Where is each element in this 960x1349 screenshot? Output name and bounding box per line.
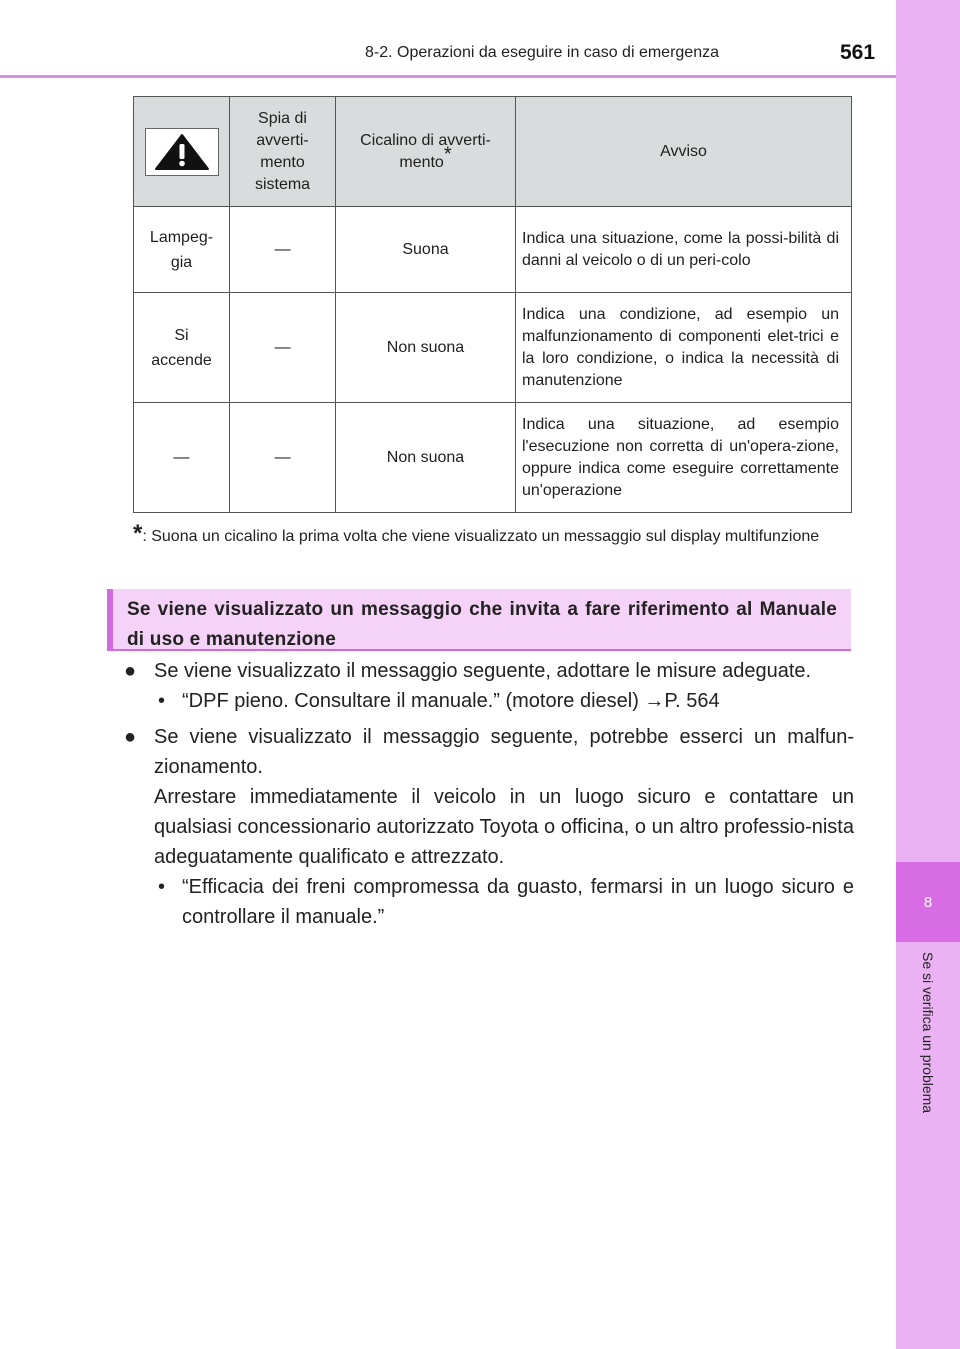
section-heading-banner: Se viene visualizzato un messaggio che invita a fare riferimento al Manuale di uso e manutenzione [107,589,851,651]
table-cell-buzzer: Non suona [336,403,516,513]
chapter-title-vertical: Se si verifica un problema [920,952,936,1114]
bullet-icon: ● [124,660,137,682]
sub-bullet-icon: • [158,876,166,898]
footnote-asterisk: * [133,520,143,547]
table-cell-light: Si accende [134,293,230,403]
sub-bullet-icon: • [158,690,166,712]
chapter-number: 8 [896,862,960,942]
table-cell-light: Lampeg-gia [134,207,230,293]
chapter-side-tab [896,0,960,1349]
table-cell-light: — [134,403,230,513]
footnote-text: : Suona un cicalino la prima volta che viene visualizzato un messaggio sul display multifunzione [142,528,820,545]
footnote-marker: * [443,143,452,166]
table-header-buzzer: Cicalino di avverti-mento* [336,97,516,207]
table-cell-indicator: — [230,293,336,403]
page-number: 561 [840,41,876,64]
body-text [124,656,854,938]
table-row [134,207,852,293]
table-cell-description: Indica una situazione, ad esempio l'esecuzione non corretta di un'opera-zione, oppure indica come eseguire correttamente un'operazione [516,403,852,513]
table-footnote [133,522,849,549]
table-cell-indicator: — [230,207,336,293]
table-cell-indicator: — [230,403,336,513]
table-header-icon-cell [134,97,230,207]
table-cell-buzzer: Non suona [336,293,516,403]
section-header-title: 8-2. Operazioni da eseguire in caso di emergenza [365,44,719,61]
table-header-notice: Avviso [516,97,852,207]
table-header-system-light: Spia di avverti-mento sistema [230,97,336,207]
table-row [134,403,852,513]
sub-list-item-text: “Efficacia dei freni compromessa da guasto, fermarsi in un luogo sicuro e controllare il manuale.” [182,876,854,928]
table-header-row [134,97,852,207]
bullet-icon: ● [124,726,137,748]
table-row [134,293,852,403]
list-item [124,722,854,932]
table-cell-description: Indica una situazione, come la possi-bilità di danni al veicolo o di un peri-colo [516,207,852,293]
list-item [124,656,854,716]
list-item-text-continued: Arrestare immediatamente il veicolo in un luogo sicuro e contattare un qualsiasi concessionario autorizzato Toyota o officina, o un altro professio-nista adeguatamente qualificato e attrezzato. [154,786,854,868]
list-item-text: Se viene visualizzato il messaggio seguente, adottare le misure adeguate. [154,660,812,682]
sub-list-item [154,686,854,716]
table-cell-buzzer: Suona [336,207,516,293]
list-item-text: Se viene visualizzato il messaggio seguente, potrebbe esserci un malfun-zionamento. [154,726,854,778]
warning-triangle-icon [145,128,219,176]
header-rule [0,75,896,78]
table-cell-description: Indica una condizione, ad esempio un malfunzionamento di componenti elet-trici e la loro condizione, o indica la necessità di manutenzione [516,293,852,403]
sub-list-item-text: “DPF pieno. Consultare il manuale.” (motore diesel) →P. 564 [182,690,720,712]
warning-table [133,96,852,513]
sub-list-item [154,872,854,932]
